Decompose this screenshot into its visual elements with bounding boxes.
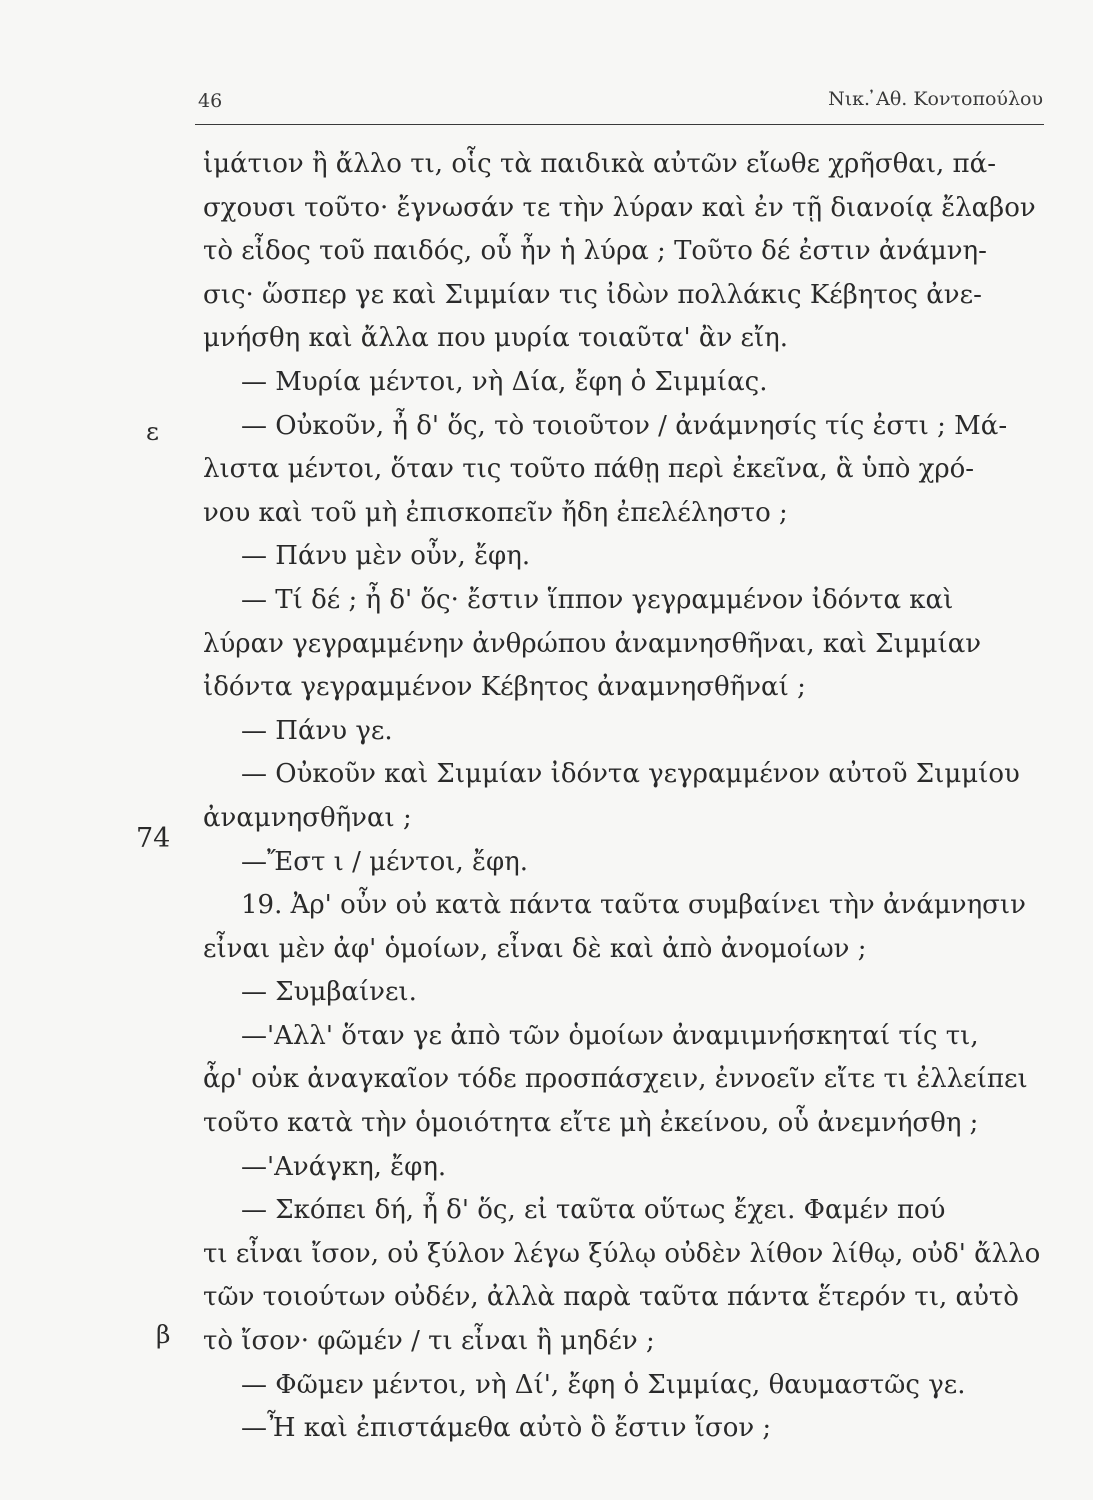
text-line: —Ἔστ ι / μέντοι, ἔφη. <box>241 846 529 877</box>
text-line: τὸ εἶδος τοῦ παιδός, οὗ ἦν ἡ λύρα ; Τοῦτο δέ ἐστιν ἀνάμνη- <box>203 236 987 267</box>
text-line: σχουσι τοῦτο· ἔγνωσάν τε τὴν λύραν καὶ ἐν τῇ διανοίᾳ ἔλαβον <box>203 192 1036 223</box>
header-rule <box>195 124 1044 125</box>
text-line: ἰδόντα γεγραμμένον Κέβητος ἀναμνησθῆναί ; <box>203 672 806 703</box>
text-line: — Συμβαίνει. <box>241 977 417 1008</box>
text-line: — Τί δέ ; ἦ δ' ὅς· ἔστιν ἵππον γεγραμμένον ἰδόντα καὶ <box>241 584 954 615</box>
text-line: ἀναμνησθῆναι ; <box>203 802 412 833</box>
text-line: λιστα μέντοι, ὅταν τις τοῦτο πάθῃ περὶ ἐκεῖνα, ἃ ὑπὸ χρό- <box>203 454 975 485</box>
margin-notes <box>0 0 200 1500</box>
text-line: μνήσθη καὶ ἄλλα που μυρία τοιαῦτα' ἂν εἴη. <box>203 323 789 354</box>
margin-marker-epsilon: ε <box>146 417 159 446</box>
text-line: — Πάνυ γε. <box>241 715 393 746</box>
page-header <box>198 84 1043 114</box>
text-line: τι εἶναι ἴσον, οὐ ξύλον λέγω ξύλῳ οὐδὲν λίθον λίθῳ, οὐδ' ἄλλο <box>203 1238 1041 1269</box>
text-line: — Σκόπει δή, ἦ δ' ὅς, εἰ ταῦτα οὕτως ἔχει. Φαμέν πού <box>241 1195 946 1226</box>
text-line: — Φῶμεν μέντοι, νὴ Δί', ἔφη ὁ Σιμμίας, θαυμαστῶς γε. <box>241 1369 966 1400</box>
text-line: λύραν γεγραμμένην ἀνθρώπου ἀναμνησθῆναι, καὶ Σιμμίαν <box>203 628 982 659</box>
text-line: — Μυρία μέντοι, νὴ Δία, ἔφη ὁ Σιμμίας. <box>241 366 768 397</box>
text-line: — Πάνυ μὲν οὖν, ἔφη. <box>241 541 531 572</box>
margin-marker-beta: β <box>156 1320 171 1349</box>
text-line: —Ἦ καὶ ἐπιστάμεθα αὐτὸ ὃ ἔστιν ἴσον ; <box>241 1413 772 1444</box>
text-line: —'Ανάγκη, ἔφη. <box>241 1151 447 1182</box>
page-number: 46 <box>198 90 223 112</box>
text-line: τὸ ἴσον· φῶμέν / τι εἶναι ἢ μηδέν ; <box>203 1326 655 1357</box>
text-line: νου καὶ τοῦ μὴ ἐπισκοπεῖν ἤδη ἐπελέληστο ; <box>203 497 788 528</box>
text-line: εἶναι μὲν ἀφ' ὁμοίων, εἶναι δὲ καὶ ἀπὸ ἀνομοίων ; <box>203 933 867 964</box>
body-text <box>203 143 1051 1451</box>
text-line: — Οὐκοῦν καὶ Σιμμίαν ἰδόντα γεγραμμένον αὐτοῦ Σιμμίου <box>241 759 1020 790</box>
text-line: τῶν τοιούτων οὐδέν, ἀλλὰ παρὰ ταῦτα πάντα ἕτερόν τι, αὐτὸ <box>203 1282 1019 1313</box>
text-line: 19. Ἀρ' οὖν οὐ κατὰ πάντα ταῦτα συμβαίνει τὴν ἀνάμνησιν <box>241 890 1026 921</box>
text-line: τοῦτο κατὰ τὴν ὁμοιότητα εἴτε μὴ ἐκείνου, οὗ ἀνεμνήσθη ; <box>203 1108 979 1139</box>
text-line: σις· ὥσπερ γε καὶ Σιμμίαν τις ἰδὼν πολλάκις Κέβητος ἀνε- <box>203 279 982 310</box>
text-line: ἱμάτιον ἢ ἄλλο τι, οἷς τὰ παιδικὰ αὐτῶν εἴωθε χρῆσθαι, πά- <box>203 149 996 179</box>
margin-stephanus-74: 74 <box>136 823 171 854</box>
running-head: Νικ. ̓Αθ. Κοντοπούλου <box>828 88 1043 110</box>
text-line: —'Αλλ' ὅταν γε ἀπὸ τῶν ὁμοίων ἀναμιμνήσκηταί τίς τι, <box>241 1020 979 1051</box>
text-line: — Οὐκοῦν, ἦ δ' ὅς, τὸ τοιοῦτον / ἀνάμνησίς τίς ἐστι ; Μά- <box>241 410 1008 441</box>
text-line: ἆρ' οὐκ ἀναγκαῖον τόδε προσπάσχειν, ἐννοεῖν εἴτε τι ἐλλείπει <box>203 1064 1028 1095</box>
